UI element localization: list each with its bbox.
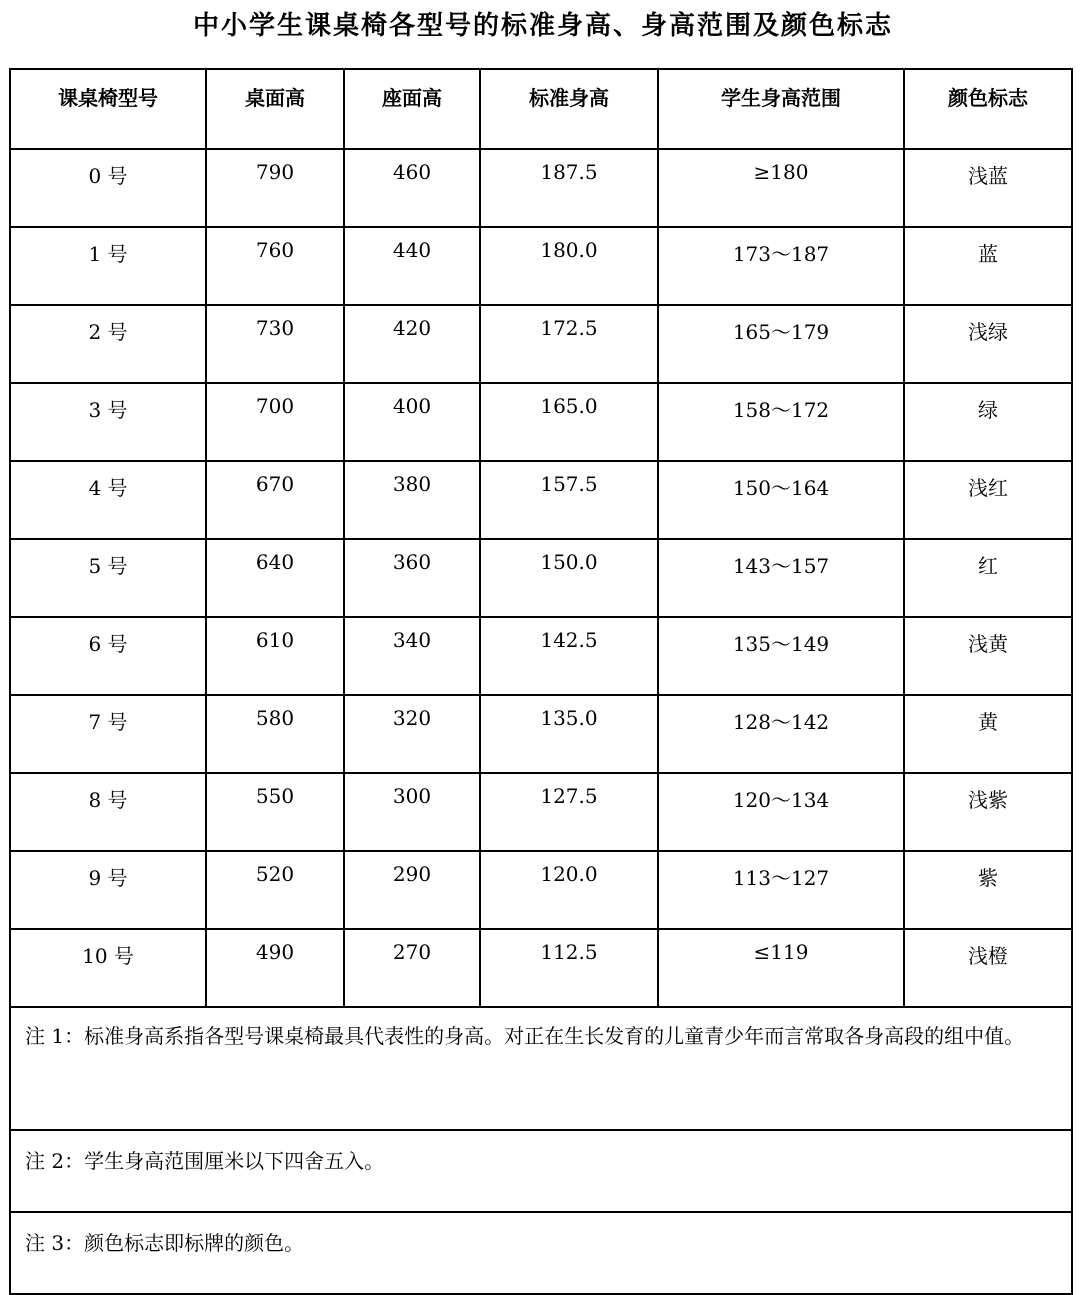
cell-color-mark: 绿: [904, 383, 1072, 461]
cell-seat-height: 340: [344, 617, 480, 695]
cell-model: 8 号: [10, 773, 206, 851]
cell-seat-height: 290: [344, 851, 480, 929]
cell-model: 5 号: [10, 539, 206, 617]
table-row: [10, 539, 1072, 617]
note-1: 注 1：标准身高系指各型号课桌椅最具代表性的身高。对正在生长发育的儿童青少年而言常取各身高段的组中值。: [10, 1007, 1072, 1130]
cell-seat-height: 320: [344, 695, 480, 773]
desk-chair-size-table: [9, 68, 1073, 1295]
cell-height-range: 120～134: [658, 773, 904, 851]
note-row: [10, 1007, 1072, 1130]
cell-height-range: 113～127: [658, 851, 904, 929]
cell-model: 7 号: [10, 695, 206, 773]
cell-height-range: 135～149: [658, 617, 904, 695]
cell-standard-height: 157.5: [480, 461, 658, 539]
cell-standard-height: 120.0: [480, 851, 658, 929]
cell-standard-height: 165.0: [480, 383, 658, 461]
cell-height-range: 165～179: [658, 305, 904, 383]
cell-height-range: 143～157: [658, 539, 904, 617]
cell-standard-height: 187.5: [480, 149, 658, 227]
cell-model: 4 号: [10, 461, 206, 539]
cell-color-mark: 浅红: [904, 461, 1072, 539]
cell-color-mark: 蓝: [904, 227, 1072, 305]
cell-desk-height: 790: [206, 149, 344, 227]
cell-standard-height: 172.5: [480, 305, 658, 383]
table-row: [10, 929, 1072, 1007]
table-row: [10, 617, 1072, 695]
cell-color-mark: 黄: [904, 695, 1072, 773]
cell-model: 2 号: [10, 305, 206, 383]
cell-desk-height: 610: [206, 617, 344, 695]
cell-desk-height: 730: [206, 305, 344, 383]
header-model: 课桌椅型号: [10, 69, 206, 149]
table-row: [10, 305, 1072, 383]
cell-model: 1 号: [10, 227, 206, 305]
table-row: [10, 461, 1072, 539]
cell-seat-height: 270: [344, 929, 480, 1007]
cell-color-mark: 浅绿: [904, 305, 1072, 383]
cell-seat-height: 440: [344, 227, 480, 305]
cell-model: 0 号: [10, 149, 206, 227]
table-row: [10, 227, 1072, 305]
page-title: 中小学生课桌椅各型号的标准身高、身高范围及颜色标志: [192, 11, 893, 41]
cell-desk-height: 580: [206, 695, 344, 773]
cell-height-range: ≥180: [658, 149, 904, 227]
cell-standard-height: 127.5: [480, 773, 658, 851]
cell-color-mark: 浅蓝: [904, 149, 1072, 227]
header-seat-height: 座面高: [344, 69, 480, 149]
table-header-row: [10, 69, 1072, 149]
cell-height-range: ≤119: [658, 929, 904, 1007]
table-row: [10, 149, 1072, 227]
cell-model: 9 号: [10, 851, 206, 929]
table-row: [10, 383, 1072, 461]
cell-color-mark: 浅紫: [904, 773, 1072, 851]
cell-seat-height: 400: [344, 383, 480, 461]
table-row: [10, 695, 1072, 773]
cell-seat-height: 460: [344, 149, 480, 227]
note-2: 注 2：学生身高范围厘米以下四舍五入。: [10, 1130, 1072, 1212]
cell-desk-height: 490: [206, 929, 344, 1007]
cell-standard-height: 142.5: [480, 617, 658, 695]
table-row: [10, 851, 1072, 929]
cell-height-range: 158～172: [658, 383, 904, 461]
cell-standard-height: 135.0: [480, 695, 658, 773]
note-row: [10, 1212, 1072, 1294]
cell-desk-height: 760: [206, 227, 344, 305]
note-row: [10, 1130, 1072, 1212]
cell-standard-height: 150.0: [480, 539, 658, 617]
cell-desk-height: 640: [206, 539, 344, 617]
cell-height-range: 150～164: [658, 461, 904, 539]
cell-desk-height: 520: [206, 851, 344, 929]
header-standard-height: 标准身高: [480, 69, 658, 149]
cell-color-mark: 红: [904, 539, 1072, 617]
cell-model: 6 号: [10, 617, 206, 695]
cell-seat-height: 300: [344, 773, 480, 851]
cell-seat-height: 380: [344, 461, 480, 539]
header-color-mark: 颜色标志: [904, 69, 1072, 149]
table-row: [10, 773, 1072, 851]
cell-color-mark: 浅橙: [904, 929, 1072, 1007]
cell-height-range: 173～187: [658, 227, 904, 305]
cell-desk-height: 700: [206, 383, 344, 461]
cell-standard-height: 112.5: [480, 929, 658, 1007]
header-height-range: 学生身高范围: [658, 69, 904, 149]
cell-seat-height: 420: [344, 305, 480, 383]
cell-model: 10 号: [10, 929, 206, 1007]
cell-model: 3 号: [10, 383, 206, 461]
cell-desk-height: 550: [206, 773, 344, 851]
cell-desk-height: 670: [206, 461, 344, 539]
cell-color-mark: 浅黄: [904, 617, 1072, 695]
cell-seat-height: 360: [344, 539, 480, 617]
cell-height-range: 128～142: [658, 695, 904, 773]
note-3: 注 3：颜色标志即标牌的颜色。: [10, 1212, 1072, 1294]
cell-color-mark: 紫: [904, 851, 1072, 929]
cell-standard-height: 180.0: [480, 227, 658, 305]
header-desk-height: 桌面高: [206, 69, 344, 149]
